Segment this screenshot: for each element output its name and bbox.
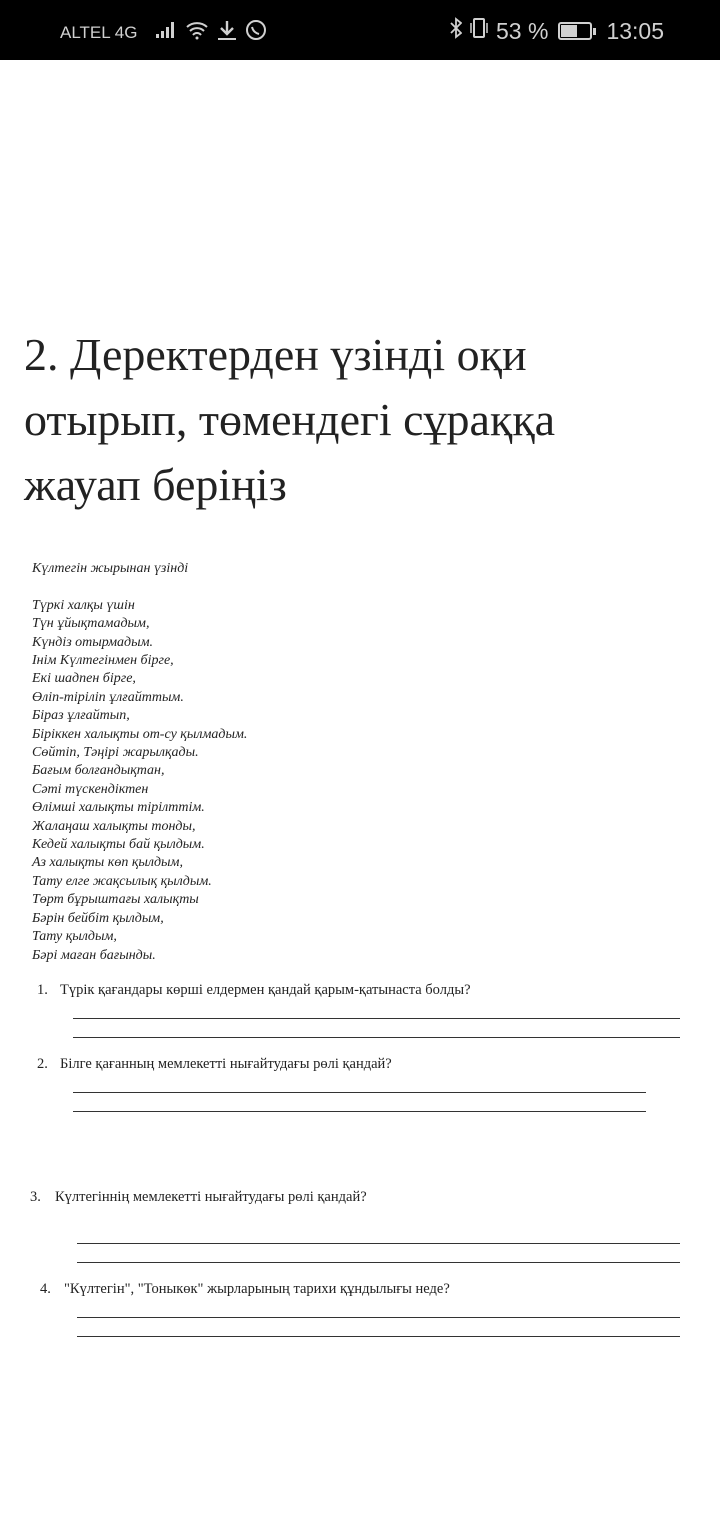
poem-line: Біріккен халықты от-су қылмадым.	[32, 726, 248, 742]
question-4	[40, 1281, 450, 1298]
poem-line: Өлімші халықты тірілттім.	[32, 800, 205, 816]
poem-line: Жалаңаш халықты тонды,	[32, 818, 196, 834]
answer-line[interactable]	[73, 1092, 646, 1093]
wifi-icon	[185, 20, 209, 46]
question-number: 2.	[37, 1056, 48, 1072]
poem-line: Түркі халқы үшін	[32, 597, 135, 613]
poem-line: Аз халықты көп қылдым,	[32, 855, 183, 871]
poem-line: Тату қылдым,	[32, 929, 117, 945]
poem-line: Тату елге жақсылық қылдым.	[32, 873, 212, 889]
answer-line[interactable]	[77, 1262, 680, 1263]
answer-line[interactable]	[73, 1111, 646, 1112]
question-text: Күлтегіннің мемлекетті нығайтудағы рөлі қандай?	[55, 1189, 367, 1205]
question-number: 3.	[30, 1189, 41, 1205]
poem-line: Бәрін бейбіт қылдым,	[32, 910, 164, 926]
signal-icon	[155, 21, 177, 45]
question-text: Түрік қағандары көрші елдермен қандай қарым-қатынаста болды?	[60, 982, 471, 998]
page-title	[24, 322, 704, 517]
poem-line: Бағым болғандықтан,	[32, 763, 165, 779]
poem-excerpt	[32, 560, 247, 965]
clock: 13:05	[606, 17, 664, 44]
poem-line: Бәрі маған бағынды.	[32, 947, 156, 963]
title-line: жауап беріңіз	[24, 459, 287, 510]
status-bar	[0, 0, 720, 60]
poem-heading: Күлтегін жырынан үзінді	[32, 561, 189, 576]
answer-line[interactable]	[77, 1336, 680, 1337]
poem-line: Түн ұйықтамадым,	[32, 616, 150, 632]
poem-line: Сөйтіп, Тәңірі жарылқады.	[32, 745, 199, 761]
answer-line[interactable]	[73, 1018, 680, 1019]
bluetooth-icon	[450, 17, 462, 45]
question-text: Білге қағанның мемлекетті нығайтудағы рөлі қандай?	[60, 1056, 392, 1072]
battery-percent: 53 %	[496, 17, 549, 44]
poem-line: Екі шадпен бірге,	[32, 671, 136, 687]
vibrate-icon	[468, 17, 490, 45]
carrier-label: ALTEL 4G	[60, 23, 138, 42]
battery-icon	[558, 22, 592, 40]
poem-line: Күндіз отырмадым.	[32, 634, 154, 650]
download-icon	[217, 19, 237, 47]
poem-line: Інім Күлтегінмен бірге,	[32, 653, 174, 669]
question-2	[37, 1056, 392, 1073]
answer-line[interactable]	[73, 1037, 680, 1038]
question-1	[37, 982, 471, 999]
question-3	[30, 1189, 367, 1206]
answer-line[interactable]	[77, 1317, 680, 1318]
title-line: отырып, төмендегі сұраққа	[24, 394, 556, 445]
poem-line: Төрт бұрыштағы халықты	[32, 892, 199, 908]
title-line: 2. Деректерден үзінді оқи	[24, 329, 527, 380]
question-number: 1.	[37, 982, 48, 998]
whatsapp-icon	[245, 19, 267, 47]
answer-line[interactable]	[77, 1243, 680, 1244]
poem-line: Біраз ұлғайтып,	[32, 708, 130, 724]
poem-line: Кедей халықты бай қылдым.	[32, 837, 205, 853]
question-text: "Күлтегін", "Тоныкөк" жырларының тарихи құндылығы неде?	[64, 1281, 450, 1297]
poem-line: Өліп-тіріліп ұлғайттым.	[32, 689, 184, 705]
poem-line: Сәті түскендіктен	[32, 781, 149, 797]
question-number: 4.	[40, 1281, 51, 1297]
